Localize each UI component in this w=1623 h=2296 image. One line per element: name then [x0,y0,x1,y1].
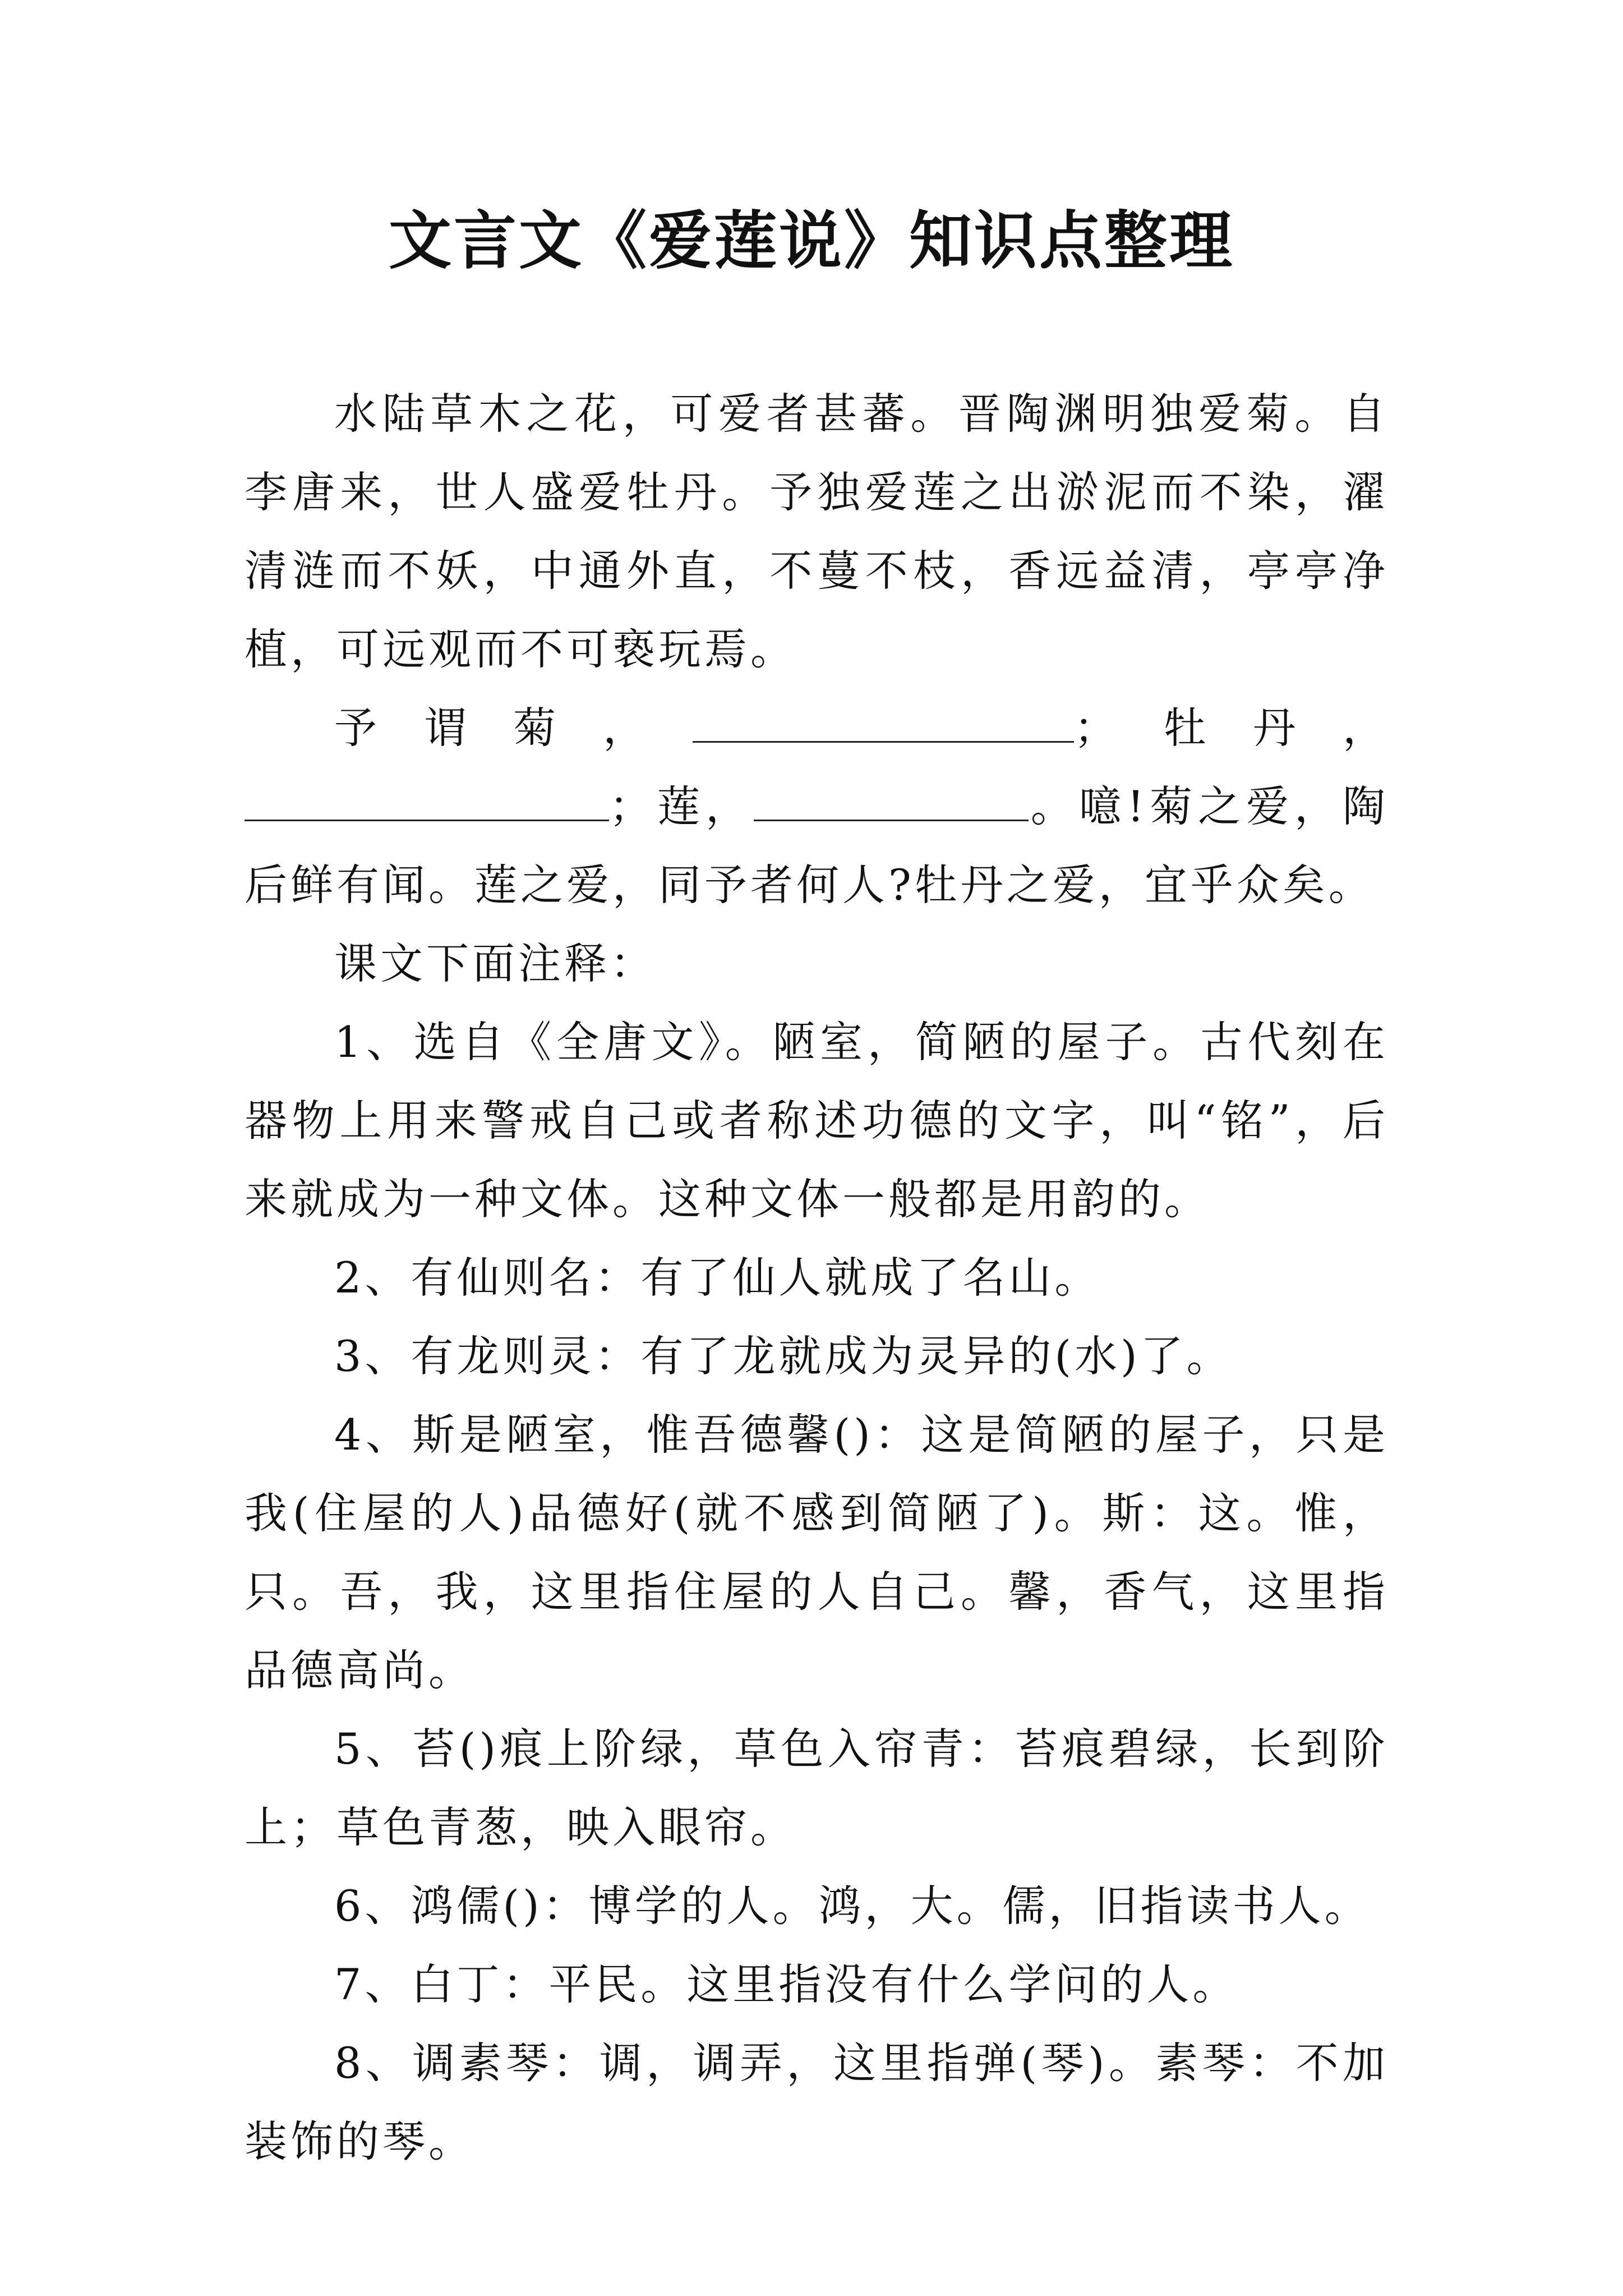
note-item-8: 8、调素琴：调，调弄，这里指弹(琴)。素琴：不加装饰的琴。 [245,2038,1389,2166]
notes-heading: 课文下面注释： [334,938,656,988]
note-item-1: 1、选自《全唐文》。陋室，简陋的屋子。古代刻在器物上用来警戒自己或者称述功德的文字，叫“铭”，后来就成为一种文体。这种文体一般都是用韵的。 [245,1017,1389,1224]
note-item-4: 4、斯是陋室，惟吾德馨()：这是简陋的屋子，只是我(住屋的人)品德好(就不感到简陋了)。斯：这。惟，只。吾，我，这里指住屋的人自己。馨，香气，这里指品德高尚。 [245,1410,1389,1695]
fill-in-tail: 。噫!菊之爱，陶后鲜有闻。莲之爱，同予者何人?牡丹之爱，宜乎众矣。 [245,781,1389,910]
answer-blank-3[interactable] [754,780,1029,821]
answer-blank-1[interactable] [693,702,1074,743]
document-body [245,375,1389,2181]
note-item-7: 7、白丁：平民。这里指没有什么学问的人。 [334,1959,1239,2009]
answer-blank-2[interactable] [245,780,609,821]
paragraph-fill-in [245,689,1389,924]
fill-in-lotus: ；莲， [609,781,754,831]
fill-in-lead: 予谓菊， [334,703,693,753]
note-item-3: 3、有龙则灵：有了龙就成为灵异的(水)了。 [334,1331,1233,1381]
note-item-6: 6、鸿儒()：博学的人。鸿，大。儒，旧指读书人。 [334,1881,1371,1931]
fill-in-peony: ；牡丹， [1073,703,1389,753]
note-item-5: 5、苔()痕上阶绿，草色入帘青：苔痕碧绿，长到阶上；草色青葱，映入眼帘。 [245,1724,1389,1852]
paragraph-main-text: 水陆草木之花，可爱者甚蕃。晋陶渊明独爱菊。自李唐来，世人盛爱牡丹。予独爱莲之出淤泥而不染，濯清涟而不妖，中通外直，不蔓不枝，香远益清，亭亭净植，可远观而不可亵玩焉。 [245,389,1389,674]
page-title: 文言文《爱莲说》知识点整理 [389,204,1234,278]
note-item-2: 2、有仙则名：有了仙人就成了名山。 [334,1253,1101,1303]
